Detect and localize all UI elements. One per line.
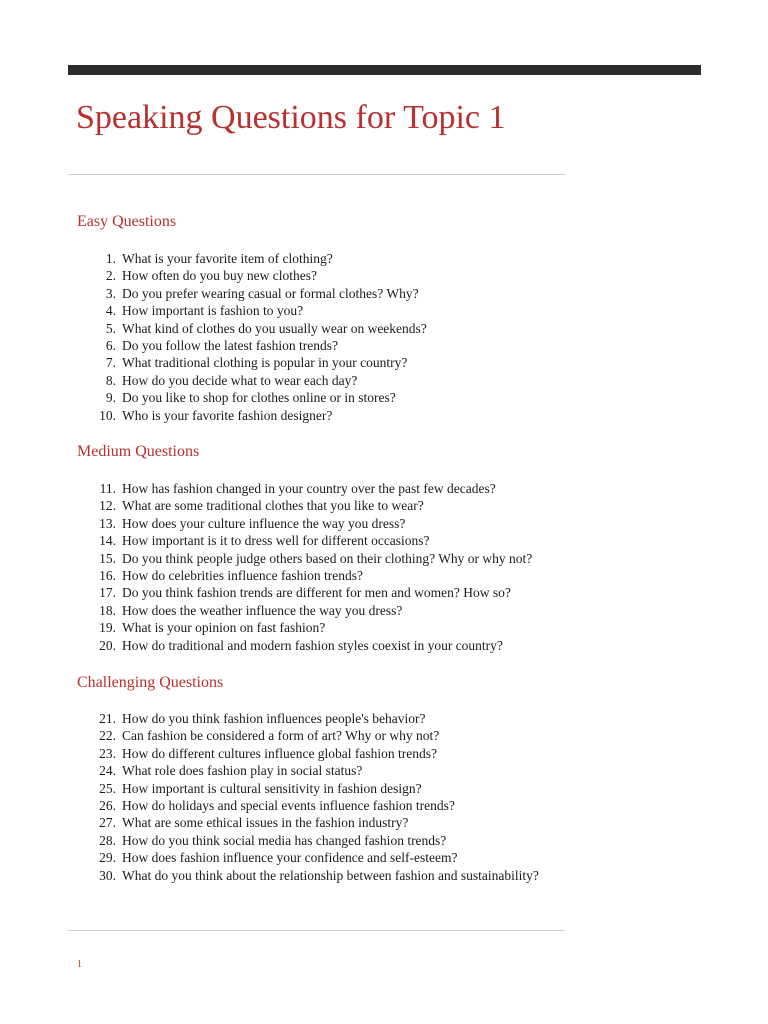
question-text: How do different cultures influence global fashion trends?	[122, 745, 438, 761]
question-text: Do you follow the latest fashion trends?	[122, 337, 338, 353]
question-number: 5.	[105, 320, 116, 336]
section-heading-challenging: Challenging Questions	[77, 674, 224, 691]
question-text: How do traditional and modern fashion styles coexist in your country?	[122, 637, 503, 653]
question-number: 24.	[99, 763, 116, 779]
question-list-easy	[0, 250, 700, 424]
question-number: 23.	[99, 745, 116, 761]
question-number: 26.	[99, 797, 116, 813]
list-item	[0, 727, 700, 744]
question-text: How does fashion influence your confidence and self-esteem?	[122, 850, 458, 866]
question-text: Do you prefer wearing casual or formal clothes? Why?	[122, 285, 419, 301]
question-number: 14.	[99, 533, 116, 549]
list-item	[0, 849, 700, 866]
list-item	[0, 302, 700, 319]
list-item	[0, 780, 700, 797]
question-text: What are some traditional clothes that you like to wear?	[122, 498, 424, 514]
list-item	[0, 354, 700, 371]
question-number: 10.	[99, 407, 116, 423]
section-heading-easy: Easy Questions	[77, 213, 177, 230]
question-text: What is your favorite item of clothing?	[122, 251, 333, 266]
list-item	[0, 710, 700, 727]
question-number: 30.	[99, 867, 116, 883]
question-text: What do you think about the relationship between fashion and sustainability?	[122, 867, 539, 883]
question-number: 7.	[105, 355, 116, 371]
footer-divider	[68, 930, 565, 931]
list-item	[0, 602, 700, 619]
question-number: 1.	[105, 251, 116, 266]
question-text: How important is fashion to you?	[122, 303, 304, 319]
question-text: How do celebrities influence fashion trends?	[122, 567, 364, 583]
question-number: 8.	[105, 372, 116, 388]
question-number: 15.	[99, 550, 116, 566]
question-text: Do you think fashion trends are different for men and women? How so?	[122, 585, 511, 601]
question-number: 29.	[99, 850, 116, 866]
question-number: 6.	[105, 337, 116, 353]
question-number: 21.	[99, 711, 116, 726]
list-item	[0, 584, 700, 601]
question-text: What are some ethical issues in the fashion industry?	[122, 815, 409, 831]
question-list-challenging	[0, 710, 700, 884]
question-text: What role does fashion play in social status?	[122, 763, 363, 779]
question-number: 3.	[105, 285, 116, 301]
list-item	[0, 407, 700, 424]
list-item	[0, 285, 700, 302]
question-number: 22.	[99, 728, 116, 744]
list-item	[0, 762, 700, 779]
question-number: 18.	[99, 602, 116, 618]
list-item	[0, 532, 700, 549]
question-number: 16.	[99, 567, 116, 583]
question-number: 20.	[99, 637, 116, 653]
question-number: 19.	[99, 620, 116, 636]
list-item	[0, 320, 700, 337]
question-text: How do you think fashion influences people's behavior?	[122, 711, 426, 726]
question-number: 27.	[99, 815, 116, 831]
question-text: How do holidays and special events influence fashion trends?	[122, 797, 455, 813]
list-item	[0, 337, 700, 354]
question-text: What traditional clothing is popular in your country?	[122, 355, 408, 371]
question-number: 13.	[99, 515, 116, 531]
question-text: How do you decide what to wear each day?	[122, 372, 358, 388]
question-number: 12.	[99, 498, 116, 514]
question-number: 2.	[105, 268, 116, 284]
question-list-medium	[0, 480, 700, 654]
question-number: 9.	[105, 390, 116, 406]
list-item	[0, 267, 700, 284]
question-text: Do you like to shop for clothes online or in stores?	[122, 390, 396, 406]
page-number: 1	[77, 959, 82, 970]
question-text: Can fashion be considered a form of art? Why or why not?	[122, 728, 440, 744]
title-divider	[68, 174, 565, 175]
list-item	[0, 480, 700, 497]
list-item	[0, 567, 700, 584]
question-text: How has fashion changed in your country over the past few decades?	[122, 481, 496, 496]
question-number: 4.	[105, 303, 116, 319]
question-number: 25.	[99, 780, 116, 796]
list-item	[0, 372, 700, 389]
question-text: What kind of clothes do you usually wear on weekends?	[122, 320, 427, 336]
list-item	[0, 832, 700, 849]
question-number: 11.	[99, 481, 116, 496]
section-heading-medium: Medium Questions	[77, 443, 200, 460]
list-item	[0, 389, 700, 406]
question-text: What is your opinion on fast fashion?	[122, 620, 326, 636]
list-item	[0, 867, 700, 884]
list-item	[0, 550, 700, 567]
question-text: How do you think social media has changed fashion trends?	[122, 832, 447, 848]
page-title: Speaking Questions for Topic 1	[76, 99, 506, 136]
question-text: How does the weather influence the way you dress?	[122, 602, 403, 618]
list-item	[0, 797, 700, 814]
question-text: Who is your favorite fashion designer?	[122, 407, 333, 423]
list-item	[0, 637, 700, 654]
question-number: 17.	[99, 585, 116, 601]
list-item	[0, 619, 700, 636]
list-item	[0, 745, 700, 762]
question-text: How important is it to dress well for different occasions?	[122, 533, 430, 549]
question-text: How does your culture influence the way you dress?	[122, 515, 406, 531]
question-text: How often do you buy new clothes?	[122, 268, 317, 284]
list-item	[0, 250, 700, 267]
question-text: How important is cultural sensitivity in fashion design?	[122, 780, 422, 796]
list-item	[0, 814, 700, 831]
list-item	[0, 497, 700, 514]
question-number: 28.	[99, 832, 116, 848]
question-text: Do you think people judge others based on their clothing? Why or why not?	[122, 550, 533, 566]
header-bar	[68, 65, 701, 75]
list-item	[0, 515, 700, 532]
